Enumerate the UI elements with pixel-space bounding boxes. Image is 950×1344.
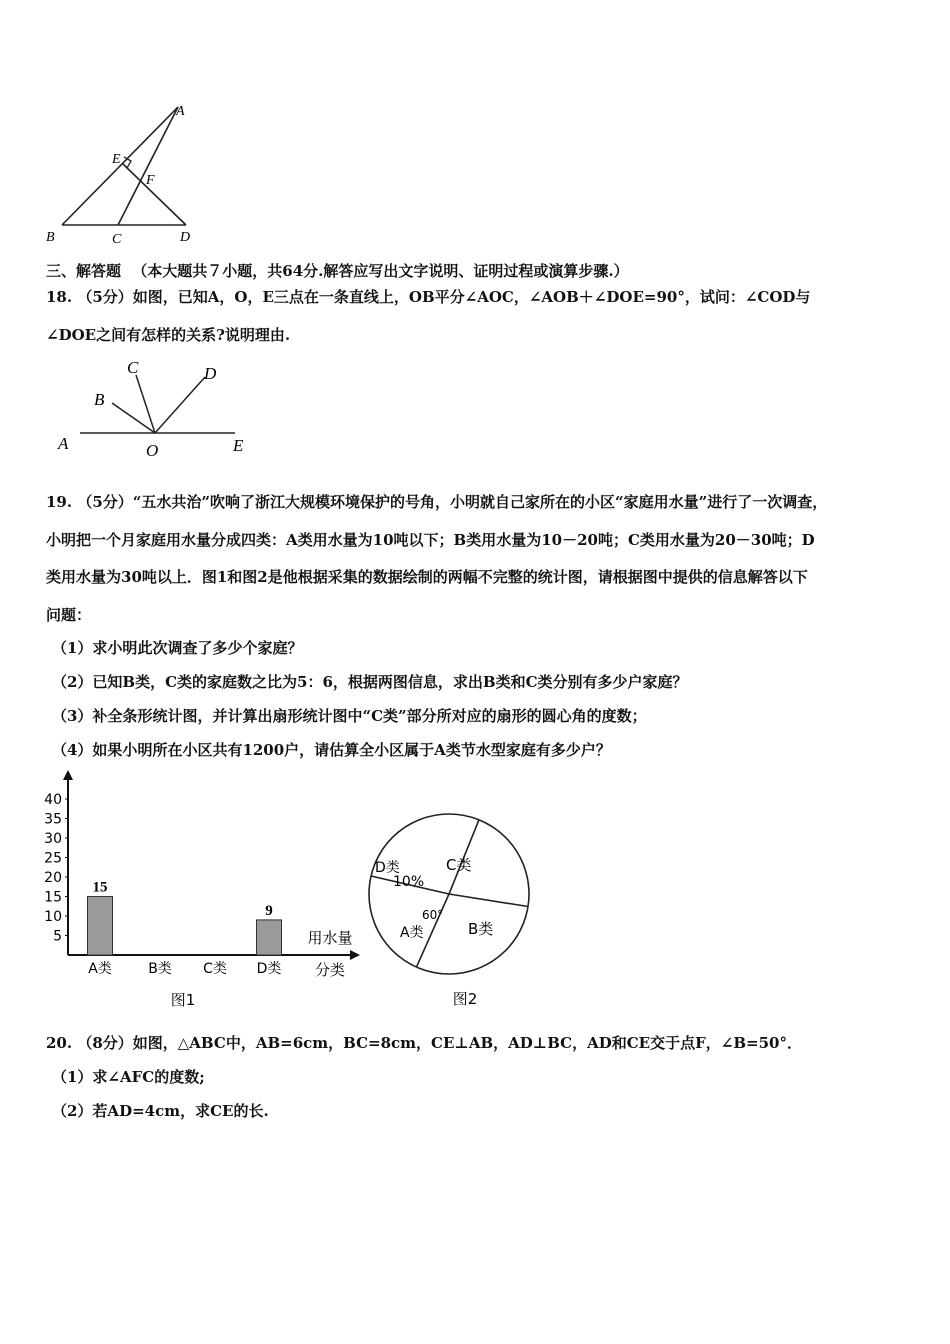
fig1-caption: 图1 — [170, 991, 196, 1009]
x-axis-arrow — [350, 950, 360, 960]
q19-line3: 类用水量为30吨以上．图1和图2是他根据采集的数据绘制的两幅不完整的统计图，请根据图中提供的信息解答以下 — [46, 568, 808, 586]
label-E: E — [233, 436, 244, 455]
label-C: C — [127, 358, 139, 377]
label-B: B — [94, 390, 105, 409]
slice-percent-D: 10% — [393, 874, 425, 890]
q19-line2: 小明把一个月家庭用水量分成四类：A类用水量为10吨以下；B类用水量为10－20吨；C类用水量为20－30吨；D — [46, 531, 815, 549]
y-tick-label: 30 — [44, 831, 62, 847]
label-B: B — [46, 230, 55, 245]
q19-line4: 问题： — [46, 606, 92, 624]
bar-A类 — [88, 897, 113, 956]
x-tick-label: B类 — [148, 961, 172, 977]
slice-label-B: B类 — [468, 920, 494, 938]
y-tick-label: 20 — [44, 870, 62, 886]
x-tick-label: D类 — [256, 961, 282, 977]
q19-sub2: （2）已知B类，C类的家庭数之比为5：6，根据两图信息，求出B类和C类分别有多少户家庭？ — [52, 673, 688, 691]
slice-angle-A: 60° — [422, 908, 444, 922]
y-tick-label: 10 — [44, 909, 62, 925]
y-tick-label: 35 — [44, 811, 62, 828]
slice-label-C: C类 — [446, 856, 472, 874]
q20-line1: 20. （8分）如图，△ABC中，AB=6cm，BC=8cm，CE⊥AB，AD⊥BC，AD和CE交于点F，∠B=50°． — [46, 1034, 802, 1052]
q19-sub3: （3）补全条形统计图，并计算出扇形统计图中“C类”部分所对应的扇形的圆心角的度数； — [52, 707, 647, 725]
bar-D类 — [257, 920, 282, 955]
label-F: F — [146, 173, 155, 188]
fig2-caption: 图2 — [452, 990, 478, 1008]
data-label: 15 — [92, 879, 108, 896]
section-heading — [46, 260, 629, 281]
slice-label-A: A类 — [400, 925, 424, 941]
y-tick-label: 5 — [53, 928, 62, 945]
q17-figure — [40, 95, 210, 250]
q18-line2: ∠DOE之间有怎样的关系?说明理由. — [46, 326, 291, 344]
label-A: A — [176, 104, 185, 119]
label-D: D — [204, 364, 217, 383]
label-D: D — [180, 230, 191, 245]
label-E: E — [112, 152, 121, 167]
q18-line1: 18. （5分）如图，已知A，O，E三点在一条直线上，OB平分∠AOC，∠AOB＋∠DOE=90°，试问：∠COD与 — [46, 288, 811, 306]
pie-chart — [360, 812, 560, 1012]
section-title: 三、解答题 — [46, 262, 122, 280]
y-tick-label: 25 — [44, 850, 62, 867]
q19-line1: 19. （5分）“五水共治”吹响了浙江大规模环境保护的号角，小明就自己家所在的小区“家庭用水量”进行了一次调查， — [46, 493, 828, 511]
y-tick-label: 15 — [44, 889, 62, 906]
x-tick-label: A类 — [88, 961, 112, 977]
slice-divider — [449, 894, 528, 907]
slice-label-D: D类 — [375, 860, 400, 876]
x-tick-label: C类 — [203, 961, 227, 977]
label-A: A — [58, 434, 69, 453]
label-O: O — [146, 441, 159, 460]
y-axis-title: 用水量 — [307, 929, 353, 947]
x-axis-title: 分类 — [314, 961, 346, 979]
q19-sub1: （1）求小明此次调查了多少个家庭？ — [52, 639, 303, 657]
q20-sub2: （2）若AD=4cm，求CE的长. — [52, 1102, 269, 1120]
label-C: C — [112, 232, 122, 247]
q19-sub4: （4）如果小明所在小区共有1200户，请估算全小区属于A类节水型家庭有多少户？ — [52, 741, 611, 759]
bar-chart — [40, 768, 370, 1013]
section-note: （本大题共７小题，共64分.解答应写出文字说明、证明过程或演算步骤.） — [132, 262, 629, 280]
y-axis-arrow — [63, 770, 73, 780]
y-tick-label: 40 — [44, 792, 62, 808]
data-label: 9 — [265, 902, 273, 919]
q20-sub1: （1）求∠AFC的度数; — [52, 1068, 205, 1086]
q18-figure — [50, 355, 260, 465]
